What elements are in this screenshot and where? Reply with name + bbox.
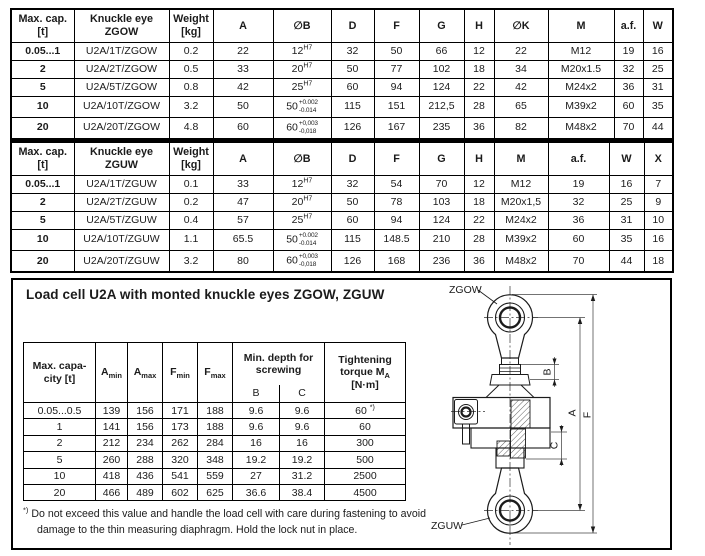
table-cell: 60 xyxy=(331,78,374,96)
table-row xyxy=(11,193,673,211)
table-cell: M12 xyxy=(494,175,548,193)
table-cell: 33 xyxy=(213,175,273,193)
zguw-label: ZGUW xyxy=(431,520,464,532)
table-cell: U2A/10T/ZGUW xyxy=(74,229,169,250)
table-cell: 18 xyxy=(644,250,673,272)
table-cell: 78 xyxy=(374,193,419,211)
table-cell: 2500 xyxy=(325,468,406,484)
table-cell: 70 xyxy=(419,175,464,193)
column-header: Min. depth for screwing xyxy=(233,343,325,385)
mount-dimensions-table xyxy=(23,342,406,501)
table-cell: 1.1 xyxy=(169,229,213,250)
table-cell: 19 xyxy=(614,42,643,60)
dim-label-a: A xyxy=(566,409,579,417)
table-cell: $12^{H7}$ xyxy=(273,175,331,193)
table-cell: M20x1,5 xyxy=(494,193,548,211)
table-cell: 9.6 xyxy=(280,403,325,419)
table-cell: 260 xyxy=(96,452,128,468)
table-cell: 22 xyxy=(213,42,273,60)
table-cell: 36 xyxy=(548,211,609,229)
table-cell: 115 xyxy=(331,229,374,250)
table-cell: 5 xyxy=(11,78,74,96)
dim-label-b: B xyxy=(541,368,554,376)
column-header: G xyxy=(419,9,464,42)
table-cell: 28 xyxy=(464,229,494,250)
table-cell: 65 xyxy=(494,96,548,117)
table-cell: U2A/1T/ZGOW xyxy=(74,42,169,60)
table-cell: 2 xyxy=(24,435,96,451)
table-cell: U2A/1T/ZGUW xyxy=(74,175,169,193)
table-cell: 103 xyxy=(419,193,464,211)
table-cell: M48x2 xyxy=(548,117,614,139)
table-cell: 50 xyxy=(331,193,374,211)
column-header: M xyxy=(548,9,614,42)
dim-label-c: C xyxy=(548,441,561,450)
table-cell: 44 xyxy=(643,117,673,139)
footnote-text: Do not exceed this value and handle the load cell with care during fastening to avoid damage to the thin measuring diaphragm. Hold the lock nut in place. xyxy=(31,508,426,536)
column-header: a.f. xyxy=(614,9,643,42)
table-cell: 625 xyxy=(198,484,233,500)
table-cell: M12 xyxy=(548,42,614,60)
table-cell: 47 xyxy=(213,193,273,211)
table-cell: 66 xyxy=(419,42,464,60)
column-header: $A_{min}$ xyxy=(96,343,128,403)
table-cell: 102 xyxy=(419,60,464,78)
table-cell: 3.2 xyxy=(169,96,213,117)
technical-drawing xyxy=(409,282,673,546)
table-cell: 60 xyxy=(213,117,273,139)
column-header: Knuckle eye ZGOW xyxy=(74,9,169,42)
table-cell: U2A/2T/ZGUW xyxy=(74,193,169,211)
table-cell: 60 xyxy=(614,96,643,117)
table-cell: 12 xyxy=(464,42,494,60)
table-cell: 50 xyxy=(213,96,273,117)
table-row xyxy=(24,419,406,435)
dim-label-f: F xyxy=(581,411,594,419)
table-cell: 156 xyxy=(128,419,163,435)
table-cell: 60 +0,003 -0,018 xyxy=(273,117,331,139)
section-title: Load cell U2A with monted knuckle eyes ZGOW, ZGUW xyxy=(26,287,385,302)
table-cell: 35 xyxy=(643,96,673,117)
table-cell: 4.8 xyxy=(169,117,213,139)
table-cell: 9.6 xyxy=(233,419,280,435)
table-cell: 31 xyxy=(609,211,644,229)
table-cell: 235 xyxy=(419,117,464,139)
column-header: Max. cap. [t] xyxy=(11,9,74,42)
table-row xyxy=(11,229,673,250)
table-cell: 36 xyxy=(464,250,494,272)
footnote xyxy=(23,507,429,539)
table-cell: 9.6 xyxy=(280,419,325,435)
table-row xyxy=(11,211,673,229)
table-cell: 16 xyxy=(643,42,673,60)
table-cell: 212,5 xyxy=(419,96,464,117)
table-cell: 70 xyxy=(614,117,643,139)
table-cell: U2A/20T/ZGUW xyxy=(74,250,169,272)
table-cell: 320 xyxy=(163,452,198,468)
table-cell: 27 xyxy=(233,468,280,484)
column-header: Weight [kg] xyxy=(169,142,213,175)
table-cell: 0.4 xyxy=(169,211,213,229)
table-cell: 35 xyxy=(609,229,644,250)
table-row xyxy=(11,9,673,42)
table-cell: 126 xyxy=(331,250,374,272)
table-cell: 18 xyxy=(464,60,494,78)
column-header: B xyxy=(233,385,280,403)
table-cell: 80 xyxy=(213,250,273,272)
table-cell: 31.2 xyxy=(280,468,325,484)
table-row xyxy=(24,435,406,451)
table-cell: 54 xyxy=(374,175,419,193)
table-cell: U2A/10T/ZGOW xyxy=(74,96,169,117)
load-cell-body-drawing xyxy=(453,398,550,469)
table-cell: 10 xyxy=(24,468,96,484)
table-row xyxy=(24,468,406,484)
table-cell: 18 xyxy=(464,193,494,211)
column-header: $A_{max}$ xyxy=(128,343,163,403)
table-cell: 418 xyxy=(96,468,128,484)
column-header: ∅K xyxy=(494,9,548,42)
table-cell: 602 xyxy=(163,484,198,500)
column-header: A xyxy=(213,9,273,42)
table-cell: 262 xyxy=(163,435,198,451)
table-cell: 44 xyxy=(609,250,644,272)
table-cell: 57 xyxy=(213,211,273,229)
table-cell: 28 xyxy=(464,96,494,117)
table-cell: $20^{H7}$ xyxy=(273,193,331,211)
column-header: G xyxy=(419,142,464,175)
table-cell: 0.5 xyxy=(169,60,213,78)
table-cell: 33 xyxy=(213,60,273,78)
table-cell: M20x1.5 xyxy=(548,60,614,78)
table-cell: 124 xyxy=(419,78,464,96)
table-cell: 4500 xyxy=(325,484,406,500)
zguw-dimensions-table xyxy=(10,141,674,273)
table-cell: M48x2 xyxy=(494,250,548,272)
table-cell: 32 xyxy=(331,42,374,60)
table-cell: 50 +0.002 -0.014 xyxy=(273,96,331,117)
table-cell: 70 xyxy=(548,250,609,272)
table-cell: 94 xyxy=(374,211,419,229)
table-row xyxy=(11,142,673,175)
table-cell: 82 xyxy=(494,117,548,139)
column-header: F xyxy=(374,142,419,175)
table-cell: U2A/20T/ZGOW xyxy=(74,117,169,139)
table-cell: 541 xyxy=(163,468,198,484)
column-header: $F_{max}$ xyxy=(198,343,233,403)
table-cell: 0.05...1 xyxy=(11,42,74,60)
table-cell: 60 xyxy=(325,419,406,435)
table-cell: 188 xyxy=(198,419,233,435)
column-header: Weight [kg] xyxy=(169,9,213,42)
table-cell: 50 xyxy=(374,42,419,60)
table-cell: $25^{H7}$ xyxy=(273,211,331,229)
table-row xyxy=(24,452,406,468)
table-row xyxy=(24,403,406,419)
table-cell: 5 xyxy=(11,211,74,229)
table-cell: $25^{H7}$ xyxy=(273,78,331,96)
table-cell: 60 xyxy=(548,229,609,250)
column-header: a.f. xyxy=(548,142,609,175)
column-header: Tightening torque $M_A$ [N·m] xyxy=(325,343,406,403)
table-cell: 210 xyxy=(419,229,464,250)
table-cell: 9 xyxy=(644,193,673,211)
table-cell: 173 xyxy=(163,419,198,435)
table-cell: 16 xyxy=(233,435,280,451)
table-cell: 0.8 xyxy=(169,78,213,96)
table-cell: 171 xyxy=(163,403,198,419)
table-cell: 0.1 xyxy=(169,175,213,193)
column-header: X xyxy=(644,142,673,175)
zgow-label: ZGOW xyxy=(449,284,482,296)
table-row xyxy=(11,96,673,117)
table-cell: 31 xyxy=(643,78,673,96)
table-cell: 16 xyxy=(609,175,644,193)
table-cell: 42 xyxy=(213,78,273,96)
table-cell: 22 xyxy=(494,42,548,60)
column-header: ∅B xyxy=(273,142,331,175)
table-cell: M39x2 xyxy=(548,96,614,117)
table-cell: 19.2 xyxy=(233,452,280,468)
table-cell: 12 xyxy=(464,175,494,193)
column-header: Max. cap. [t] xyxy=(11,142,74,175)
table-cell: 34 xyxy=(494,60,548,78)
table-cell: $20^{H7}$ xyxy=(273,60,331,78)
table-cell: 124 xyxy=(419,211,464,229)
table-cell: 16 xyxy=(644,229,673,250)
table-cell: 212 xyxy=(96,435,128,451)
table-cell: 1 xyxy=(24,419,96,435)
table-cell: 234 xyxy=(128,435,163,451)
column-header: M xyxy=(494,142,548,175)
table-cell: 288 xyxy=(128,452,163,468)
table-cell: 0.05...0.5 xyxy=(24,403,96,419)
table-cell: 0.05...1 xyxy=(11,175,74,193)
table-cell: 2 xyxy=(11,193,74,211)
table-cell: 19.2 xyxy=(280,452,325,468)
table-cell: 25 xyxy=(609,193,644,211)
table-cell: 141 xyxy=(96,419,128,435)
table-cell: 168 xyxy=(374,250,419,272)
table-cell: U2A/5T/ZGOW xyxy=(74,78,169,96)
table-cell: 10 xyxy=(11,229,74,250)
table-cell: 5 xyxy=(24,452,96,468)
table-cell: 139 xyxy=(96,403,128,419)
column-header: D xyxy=(331,9,374,42)
table-cell: 126 xyxy=(331,117,374,139)
table-cell: 156 xyxy=(128,403,163,419)
table-cell: 20 xyxy=(24,484,96,500)
table-cell: 20 xyxy=(11,117,74,139)
table-cell: 115 xyxy=(331,96,374,117)
footnote-marker: *) xyxy=(23,505,29,515)
table-cell: 20 xyxy=(11,250,74,272)
column-header: ∅B xyxy=(273,9,331,42)
table-cell: 7 xyxy=(644,175,673,193)
table-cell: 2 xyxy=(11,60,74,78)
table-cell: M24x2 xyxy=(494,211,548,229)
table-cell: 559 xyxy=(198,468,233,484)
table-cell: 148.5 xyxy=(374,229,419,250)
table-row xyxy=(11,250,673,272)
column-header: C xyxy=(280,385,325,403)
table-cell: 25 xyxy=(643,60,673,78)
table-cell: 10 xyxy=(644,211,673,229)
table-cell: U2A/2T/ZGOW xyxy=(74,60,169,78)
table-row xyxy=(11,60,673,78)
table-cell: 236 xyxy=(419,250,464,272)
table-row xyxy=(11,42,673,60)
table-cell: 22 xyxy=(464,78,494,96)
table-row xyxy=(24,343,406,385)
table-cell: 0.2 xyxy=(169,42,213,60)
column-header: H xyxy=(464,142,494,175)
table-cell: 500 xyxy=(325,452,406,468)
table-cell: 50 xyxy=(331,60,374,78)
table-cell: 50 +0.002 -0.014 xyxy=(273,229,331,250)
table-cell: 94 xyxy=(374,78,419,96)
column-header: Max. capa- city [t] xyxy=(24,343,96,403)
column-header: W xyxy=(643,9,673,42)
table-cell: 489 xyxy=(128,484,163,500)
table-cell: 60 xyxy=(331,211,374,229)
table-cell: 3.2 xyxy=(169,250,213,272)
table-cell: U2A/5T/ZGUW xyxy=(74,211,169,229)
table-cell: 10 xyxy=(11,96,74,117)
table-cell: 284 xyxy=(198,435,233,451)
column-header: F xyxy=(374,9,419,42)
table-cell: M24x2 xyxy=(548,78,614,96)
zgow-dimensions-table xyxy=(10,8,674,141)
table-row xyxy=(11,78,673,96)
table-cell: 60 +0,003 -0,018 xyxy=(273,250,331,272)
column-header: W xyxy=(609,142,644,175)
table-cell: 19 xyxy=(548,175,609,193)
table-cell: 38.4 xyxy=(280,484,325,500)
table-row xyxy=(11,175,673,193)
column-header: Knuckle eye ZGUW xyxy=(74,142,169,175)
table-cell: 36 xyxy=(614,78,643,96)
table-cell: 77 xyxy=(374,60,419,78)
table-cell: 151 xyxy=(374,96,419,117)
table-cell: M39x2 xyxy=(494,229,548,250)
table-cell: 65.5 xyxy=(213,229,273,250)
table-cell: $12^{H7}$ xyxy=(273,42,331,60)
table-cell: 167 xyxy=(374,117,419,139)
table-cell: 36.6 xyxy=(233,484,280,500)
table-cell: 32 xyxy=(331,175,374,193)
table-row xyxy=(11,117,673,139)
table-cell: 300 xyxy=(325,435,406,451)
column-header: H xyxy=(464,9,494,42)
column-header: D xyxy=(331,142,374,175)
table-cell: 16 xyxy=(280,435,325,451)
table-cell: 9.6 xyxy=(233,403,280,419)
table-cell: 22 xyxy=(464,211,494,229)
table-row xyxy=(24,484,406,500)
column-header: A xyxy=(213,142,273,175)
table-cell: 32 xyxy=(548,193,609,211)
table-cell: 42 xyxy=(494,78,548,96)
load-cell-section xyxy=(11,278,672,550)
table-cell: 0.2 xyxy=(169,193,213,211)
table-cell: 32 xyxy=(614,60,643,78)
table-cell: 60 *) xyxy=(325,403,406,419)
table-cell: 36 xyxy=(464,117,494,139)
column-header: $F_{min}$ xyxy=(163,343,198,403)
table-cell: 436 xyxy=(128,468,163,484)
table-cell: 348 xyxy=(198,452,233,468)
table-cell: 466 xyxy=(96,484,128,500)
table-cell: 188 xyxy=(198,403,233,419)
